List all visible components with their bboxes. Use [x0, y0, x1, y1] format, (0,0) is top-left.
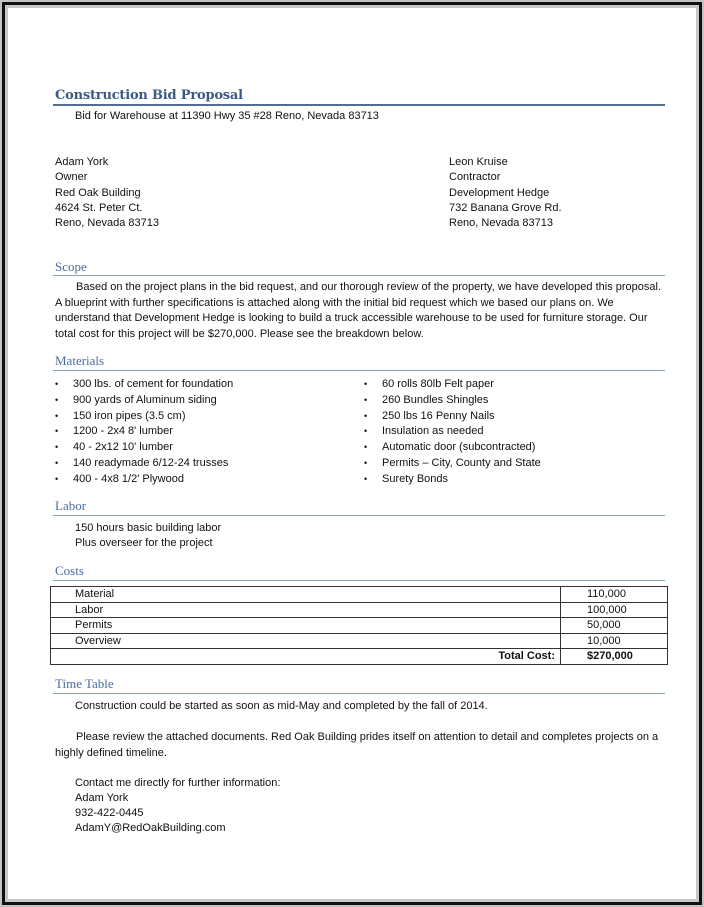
recipient-street: 732 Banana Grove Rd. — [449, 202, 562, 214]
document-page — [8, 8, 696, 899]
bullet-icon: • — [364, 379, 368, 389]
scope-text: Based on the project plans in the bid request, and our thorough review of the property, we have developed this proposal. A blueprint with further specifications is attached along with the initial bid request which we based our plans on. We understand that Development Hedge is looking to build a truck accessible warehouse to be used for furniture storage. Our total cost for this project will be $270,000. Please see the breakdown below. — [55, 281, 662, 340]
total-cost-label: Total Cost: — [51, 649, 561, 665]
bullet-icon: • — [55, 410, 59, 421]
title-rule — [53, 104, 665, 106]
cost-value: 100,000 — [561, 602, 668, 618]
bullet-icon: • — [364, 457, 368, 468]
document-frame — [2, 2, 702, 905]
materials-rule — [53, 370, 665, 371]
bullet-icon: • — [364, 394, 368, 405]
costs-table — [50, 586, 668, 665]
materials-list-right — [362, 377, 541, 488]
contact-intro: Contact me directly for further information: — [75, 777, 281, 789]
total-cost-value: $270,000 — [561, 649, 668, 665]
labor-line: 150 hours basic building labor — [75, 522, 222, 534]
timetable-heading: Time Table — [55, 676, 114, 691]
list-item: • Surety Bonds — [362, 472, 541, 488]
list-item: • 300 lbs. of cement for foundation — [53, 377, 233, 393]
sender-street: 4624 St. Peter Ct. — [55, 202, 143, 214]
review-paragraph — [55, 730, 667, 761]
document-title: Construction Bid Proposal — [55, 88, 243, 103]
sender-name: Adam York — [55, 156, 109, 168]
scope-rule — [53, 275, 665, 276]
contact-phone: 932-422-0445 — [75, 807, 144, 819]
bullet-icon: • — [55, 394, 59, 405]
table-row — [51, 602, 668, 618]
timetable-rule — [53, 693, 665, 694]
list-item: • 60 rolls 80lb Felt paper — [362, 377, 541, 393]
cost-label: Labor — [51, 602, 561, 618]
contact-name: Adam York — [75, 792, 129, 804]
bullet-icon: • — [55, 457, 59, 468]
total-row — [51, 649, 668, 665]
list-item: • Automatic door (subcontracted) — [362, 440, 541, 456]
bullet-icon: • — [55, 426, 59, 437]
cost-value: 50,000 — [561, 618, 668, 634]
list-item: • 260 Bundles Shingles — [362, 393, 541, 409]
recipient-name: Leon Kruise — [449, 156, 508, 168]
list-item: • Permits – City, County and State — [362, 456, 541, 472]
recipient-company: Development Hedge — [449, 187, 550, 199]
bullet-icon: • — [55, 379, 59, 389]
review-text: Please review the attached documents. Red Oak Building prides itself on attention to detail and completes projects on a highly defined timeline. — [55, 731, 659, 759]
bullet-icon: • — [364, 410, 368, 421]
labor-heading: Labor — [55, 498, 87, 513]
costs-heading: Costs — [55, 563, 84, 578]
materials-heading: Materials — [55, 353, 105, 368]
recipient-city: Reno, Nevada 83713 — [449, 217, 553, 229]
bullet-icon: • — [55, 473, 59, 484]
bullet-icon: • — [364, 442, 368, 453]
list-item: • Insulation as needed — [362, 424, 541, 440]
list-item: • 40 - 2x12 10' lumber — [53, 440, 233, 456]
cost-value: 110,000 — [561, 587, 668, 603]
bullet-icon: • — [364, 473, 368, 484]
timetable-text: Construction could be started as soon as mid-May and completed by the fall of 2014. — [75, 700, 488, 712]
document-subtitle: Bid for Warehouse at 11390 Hwy 35 #28 Reno, Nevada 83713 — [75, 110, 379, 122]
contact-email: AdamY@RedOakBuilding.com — [75, 822, 226, 834]
list-item: • 140 readymade 6/12-24 trusses — [53, 456, 233, 472]
labor-line: Plus overseer for the project — [75, 537, 213, 549]
sender-role: Owner — [55, 171, 88, 183]
list-item: • 1200 - 2x4 8' lumber — [53, 424, 233, 440]
scope-heading: Scope — [55, 259, 87, 274]
sender-company: Red Oak Building — [55, 187, 141, 199]
list-item: • 150 iron pipes (3.5 cm) — [53, 409, 233, 425]
bullet-icon: • — [55, 442, 59, 453]
sender-city: Reno, Nevada 83713 — [55, 217, 159, 229]
list-item: • 250 lbs 16 Penny Nails — [362, 409, 541, 425]
cost-label: Permits — [51, 618, 561, 634]
cost-label: Material — [51, 587, 561, 603]
labor-rule — [53, 515, 665, 516]
list-item: • 400 - 4x8 1/2' Plywood — [53, 472, 233, 488]
table-row — [51, 633, 668, 649]
costs-rule — [53, 580, 665, 581]
table-row — [51, 587, 668, 603]
bullet-icon: • — [364, 426, 368, 437]
cost-value: 10,000 — [561, 633, 668, 649]
recipient-role: Contractor — [449, 171, 501, 183]
list-item: • 900 yards of Aluminum siding — [53, 393, 233, 409]
scope-paragraph — [55, 280, 667, 342]
materials-list-left — [53, 377, 233, 488]
cost-label: Overview — [51, 633, 561, 649]
table-row — [51, 618, 668, 634]
